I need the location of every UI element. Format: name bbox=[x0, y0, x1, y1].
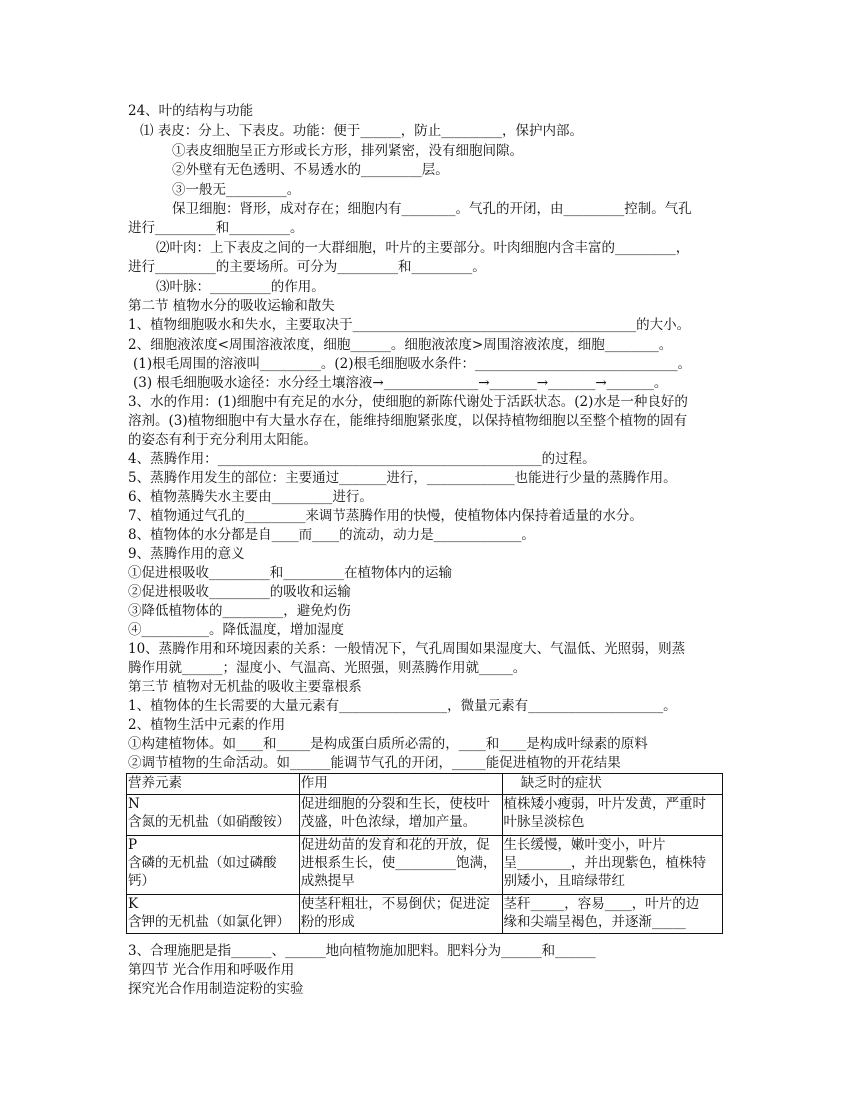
table-row bbox=[127, 795, 723, 836]
sec2-line-16: ③降低植物体的_________，避免灼伤 bbox=[128, 603, 351, 619]
sec3-line-2: 2、植物生活中元素的作用 bbox=[128, 717, 286, 733]
cell-line: 粉的形成 bbox=[300, 914, 355, 930]
table-cell bbox=[299, 895, 502, 934]
cell-line: 植株矮小瘦弱，叶片发黄，严重时 bbox=[503, 796, 707, 812]
cell-line: 生长缓慢，嫩叶变小，叶片 bbox=[503, 837, 666, 853]
section-24-title: 24、叶的结构与功能 bbox=[128, 103, 254, 119]
cell-line: K bbox=[128, 896, 139, 912]
cell-line: 含磷的无机盐（如过磷酸 bbox=[128, 855, 277, 871]
cell-line: 叶脉呈淡棕色 bbox=[503, 814, 585, 830]
epidermis-cell-line: ①表皮细胞呈正方形或长方形，排列紧密，没有细胞间隙。 bbox=[172, 143, 523, 159]
table-cell bbox=[299, 836, 502, 895]
table-header-row bbox=[127, 774, 723, 795]
section-3-title: 第三节 植物对无机盐的吸收主要靠根系 bbox=[128, 679, 362, 695]
sec2-line-3: (1)根毛周围的溶液叫_________。(2)根毛细胞吸水条件：______________________________。 bbox=[133, 356, 691, 372]
cell-line: 茂盛，叶色浓绿，增加产量。 bbox=[300, 814, 477, 830]
table-cell bbox=[127, 795, 300, 836]
table-cell bbox=[127, 836, 300, 895]
cell-line: N bbox=[128, 796, 140, 812]
section-2-title: 第二节 植物水分的吸收运输和散失 bbox=[128, 298, 335, 314]
cell-line: 缘和尖端呈褐色，并逐渐_____ bbox=[503, 914, 686, 930]
cell-line: 使茎秆粗壮，不易倒伏；促进淀 bbox=[300, 896, 490, 912]
cell-line: 呈________，并出现紫色，植株特 bbox=[503, 855, 707, 871]
cell-line: 进根系生长，使_________饱满， bbox=[300, 855, 497, 871]
section-4-title: 第四节 光合作用和呼吸作用 bbox=[128, 962, 295, 978]
sec3-line-3: ①构建植物体。如____和_____是构成蛋白质所必需的，____和____是构成叶绿素的原料 bbox=[128, 736, 648, 752]
table-cell bbox=[502, 795, 722, 836]
stomata-line: 进行_________和_________。 bbox=[128, 220, 304, 236]
vein-line: ⑶叶脉：_________的作用。 bbox=[156, 279, 325, 295]
sec2-line-11: 7、植物通过气孔的_________来调节蒸腾作用的快慢，使植物体内保持着适量的水分。 bbox=[128, 508, 643, 524]
sec2-line-19: 腾作用就______；湿度小、气温高、光照强，则蒸腾作用就_____。 bbox=[128, 660, 527, 676]
sec2-line-1: 1、植物细胞吸水和失水，主要取决于__________________________________________的大小。 bbox=[128, 317, 691, 333]
cell-line: 促进细胞的分裂和生长，使枝叶 bbox=[300, 796, 490, 812]
sec2-line-8: 4、蒸腾作用：________________________________________________的过程。 bbox=[128, 451, 596, 467]
sec3-line-1: 1、植物体的生长需要的大量元素有________________，微量元素有____________________。 bbox=[128, 698, 677, 714]
sec2-line-15: ②促进根吸收_________的吸收和运输 bbox=[128, 584, 351, 600]
cell-line: 促进幼苗的发育和花的开放，促 bbox=[300, 837, 490, 853]
sec2-line-4: (3) 根毛细胞吸水途径：水分经土壤溶液→______________→_______→_______→_______。 bbox=[133, 375, 668, 391]
cell-line: 含钾的无机盐（如氯化钾） bbox=[128, 914, 290, 930]
table-cell bbox=[502, 895, 722, 934]
cell-line: 成熟提早 bbox=[300, 873, 355, 889]
table-header-cell: 缺乏时的症状 bbox=[502, 774, 722, 795]
table-cell bbox=[299, 795, 502, 836]
cell-line: 含氮的无机盐（如硝酸铵） bbox=[128, 814, 290, 830]
sec2-line-5: 3、水的作用：(1)细胞中有充足的水分，使细胞的新陈代谢处于活跃状态。(2)水是一种良好的 bbox=[128, 394, 688, 410]
sec2-line-9: 5、蒸腾作用发生的部位：主要通过_______进行，_____________也能进行少量的蒸腾作用。 bbox=[128, 470, 677, 486]
sec2-line-12: 8、植物体的水分都是自____而____的流动，动力是_____________。 bbox=[128, 527, 535, 543]
sec2-line-2: 2、细胞液浓度<周围溶液浓度，细胞______。细胞液浓度>周围溶液浓度，细胞________。 bbox=[128, 337, 673, 353]
epidermis-line: ⑴ 表皮：分上、下表皮。功能：便于______，防止_________，保护内部。 bbox=[140, 123, 584, 139]
sec2-line-7: 的姿态有利于充分利用太阳能。 bbox=[128, 432, 317, 448]
guard-cell-line: 保卫细胞：肾形，成对存在；细胞内有________。气孔的开闭，由_________控制。气孔 bbox=[172, 201, 692, 217]
table-cell bbox=[127, 895, 300, 934]
table-cell bbox=[502, 836, 722, 895]
mesophyll-line: ⑵叶肉：上下表皮之间的一大群细胞，叶片的主要部分。叶肉细胞内含丰富的_________， bbox=[156, 240, 690, 256]
experiment-title: 探究光合作用制造淀粉的实验 bbox=[128, 981, 304, 997]
sec2-line-14: ①促进根吸收_________和_________在植物体内的运输 bbox=[128, 565, 452, 581]
sec3-line-4: ②调节植物的生命活动。如______能调节气孔的开闭，_____能促进植物的开花结果 bbox=[128, 755, 621, 771]
cell-line: 别矮小，且暗绿带红 bbox=[503, 873, 626, 889]
no-chloroplast-line: ③一般无_________。 bbox=[172, 182, 301, 198]
cell-line: 茎秆_____，容易____，叶片的边 bbox=[503, 896, 700, 912]
cuticle-line: ②外壁有无色透明、不易透水的_________层。 bbox=[172, 162, 449, 178]
table-row bbox=[127, 895, 723, 934]
sec2-line-17: ④__________。降低温度，增加湿度 bbox=[128, 622, 344, 638]
table-header-cell: 营养元素 bbox=[127, 774, 300, 795]
sec2-line-6: 溶剂。(3)植物细胞中有大量水存在，能维持细胞紧张度，以保持植物细胞以至整个植物的固有 bbox=[128, 413, 688, 429]
sec2-line-13: 9、蒸腾作用的意义 bbox=[128, 546, 245, 562]
sec2-line-10: 6、植物蒸腾失水主要由_________进行。 bbox=[128, 489, 373, 505]
cell-line: P bbox=[128, 837, 138, 853]
table-header-cell: 作用 bbox=[299, 774, 502, 795]
table-row bbox=[127, 836, 723, 895]
sec2-line-18: 10、蒸腾作用和环境因素的关系：一般情况下，气孔周围如果湿度大、气温低、光照弱，则蒸 bbox=[128, 641, 686, 657]
cell-line: 钙） bbox=[128, 873, 155, 889]
nutrient-table bbox=[126, 773, 723, 934]
mesophyll-line-2: 进行_________的主要场所。可分为_________和_________。 bbox=[128, 259, 486, 275]
fertilizer-line: 3、合理施肥是指______、______地向植物施加肥料。肥料分为______和______ bbox=[128, 943, 596, 959]
